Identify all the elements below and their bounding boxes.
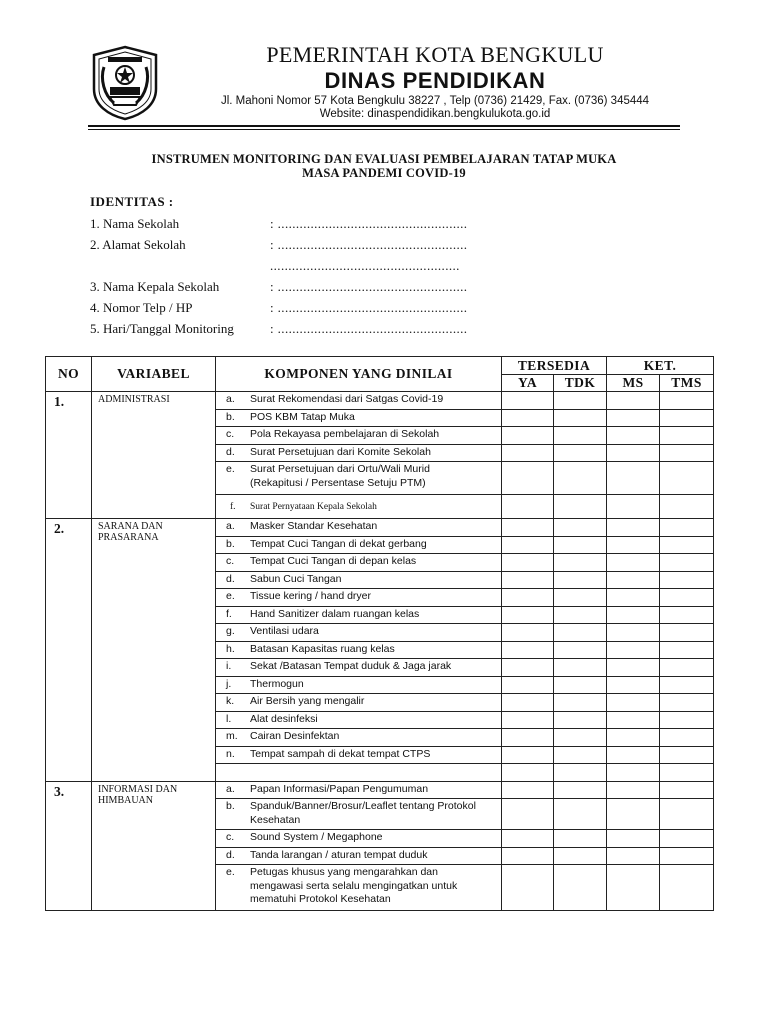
komponen-cell (216, 444, 502, 462)
check-cell-tms[interactable] (660, 781, 714, 799)
check-cell-tdk[interactable] (554, 606, 607, 624)
identity-field-label: 2. Alamat Sekolah (90, 237, 186, 252)
item-text: Air Bersih yang mengalir (250, 695, 365, 707)
check-cell-tdk[interactable] (554, 444, 607, 462)
identity-field-label: 1. Nama Sekolah (90, 216, 180, 231)
check-cell-tdk[interactable] (554, 830, 607, 848)
item-letter: a. (226, 520, 235, 532)
check-cell-tms[interactable] (660, 409, 714, 427)
item-letter: c. (226, 831, 235, 843)
identity-field-blank[interactable]: : .................................................... (270, 237, 468, 252)
header-tms: TMS (660, 375, 714, 392)
check-cell-tms[interactable] (660, 519, 714, 537)
item-text: Tanda larangan / aturan tempat duduk (250, 848, 428, 861)
item-text: Sabun Cuci Tangan (250, 572, 342, 585)
check-cell-tms[interactable] (660, 865, 714, 911)
check-cell-ms[interactable] (607, 799, 660, 830)
check-cell-ms[interactable] (607, 694, 660, 712)
komponen-cell (216, 781, 502, 799)
check-cell-tms[interactable] (660, 830, 714, 848)
identity-field-blank[interactable]: .................................................... (270, 258, 460, 273)
check-cell-tdk[interactable] (554, 659, 607, 677)
header-ms: MS (607, 375, 660, 392)
identitas-heading: IDENTITAS : (90, 194, 174, 209)
check-cell-ms[interactable] (607, 659, 660, 677)
komponen-cell (216, 746, 502, 764)
item-text: Surat Rekomendasi dari Satgas Covid-19 (250, 393, 444, 405)
agency-website: Website: dinaspendidikan.bengkulukota.go.id (319, 108, 551, 120)
table-body (46, 392, 714, 911)
item-letter: b. (226, 537, 235, 550)
check-cell-tdk[interactable] (554, 746, 607, 764)
check-cell-ms[interactable] (607, 764, 660, 782)
check-cell-tdk[interactable] (554, 519, 607, 537)
item-letter: f. (230, 502, 236, 512)
header-ket: KET. (607, 357, 714, 375)
check-cell-tdk[interactable] (554, 641, 607, 659)
row-number: 3. (46, 781, 92, 911)
komponen-cell (216, 624, 502, 642)
item-letter: b. (226, 800, 235, 812)
item-text: Tissue kering / hand dryer (250, 590, 372, 602)
item-letter: e. (226, 866, 235, 878)
check-cell-tdk[interactable] (554, 462, 607, 495)
check-cell-tdk[interactable] (554, 847, 607, 865)
item-letter: k. (226, 695, 235, 707)
item-letter: e. (226, 463, 235, 475)
komponen-cell (216, 409, 502, 427)
item-letter: h. (226, 642, 235, 655)
item-letter: a. (226, 782, 235, 795)
check-cell-ya[interactable] (502, 606, 554, 624)
check-cell-tms[interactable] (660, 444, 714, 462)
komponen-cell (216, 462, 502, 495)
check-cell-tms[interactable] (660, 624, 714, 642)
check-cell-ms[interactable] (607, 409, 660, 427)
check-cell-tms[interactable] (660, 536, 714, 554)
check-cell-ya[interactable] (502, 554, 554, 572)
check-cell-ms[interactable] (607, 711, 660, 729)
item-letter: c. (226, 428, 235, 440)
check-cell-ya[interactable] (502, 711, 554, 729)
check-cell-ya[interactable] (502, 427, 554, 445)
check-cell-ya[interactable] (502, 495, 554, 519)
item-text: Spanduk/Banner/Brosur/Leaflet tentang Protokol Kesehatan (250, 800, 476, 826)
header-komponen: KOMPONEN YANG DINILAI (216, 357, 502, 392)
check-cell-ms[interactable] (607, 589, 660, 607)
check-cell-ya[interactable] (502, 729, 554, 747)
check-cell-ya[interactable] (502, 746, 554, 764)
identity-field-blank[interactable]: : .................................................... (270, 321, 468, 336)
check-cell-tms[interactable] (660, 495, 714, 519)
agency-name: DINAS PENDIDIKAN (324, 68, 546, 93)
check-cell-ms[interactable] (607, 571, 660, 589)
check-cell-tdk[interactable] (554, 694, 607, 712)
check-cell-tdk[interactable] (554, 554, 607, 572)
check-cell-tdk[interactable] (554, 781, 607, 799)
table-row (46, 781, 714, 799)
komponen-cell (216, 694, 502, 712)
komponen-cell (216, 589, 502, 607)
check-cell-tms[interactable] (660, 711, 714, 729)
check-cell-tms[interactable] (660, 427, 714, 445)
agency-address: Jl. Mahoni Nomor 57 Kota Bengkulu 38227 , Telp (0736) 21429, Fax. (0736) 345444 (220, 95, 650, 107)
identity-field-blank[interactable]: : .................................................... (270, 216, 468, 231)
check-cell-tdk[interactable] (554, 799, 607, 830)
check-cell-tms[interactable] (660, 847, 714, 865)
check-cell-ms[interactable] (607, 392, 660, 410)
identity-field-label: 4. Nomor Telp / HP (90, 300, 193, 315)
check-cell-tdk[interactable] (554, 624, 607, 642)
item-text: Thermogun (250, 677, 304, 690)
check-cell-ms[interactable] (607, 746, 660, 764)
item-text: Surat Persetujuan dari Komite Sekolah (250, 445, 431, 458)
check-cell-tdk[interactable] (554, 589, 607, 607)
check-cell-ya[interactable] (502, 624, 554, 642)
check-cell-ms[interactable] (607, 427, 660, 445)
check-cell-tdk[interactable] (554, 865, 607, 911)
item-text: Sound System / Megaphone (250, 831, 383, 843)
check-cell-ms[interactable] (607, 606, 660, 624)
check-cell-ya[interactable] (502, 781, 554, 799)
check-cell-tdk[interactable] (554, 392, 607, 410)
header-no: NO (46, 357, 92, 392)
check-cell-tms[interactable] (660, 694, 714, 712)
check-cell-tms[interactable] (660, 606, 714, 624)
header-divider (88, 125, 680, 127)
check-cell-ya[interactable] (502, 659, 554, 677)
check-cell-tdk[interactable] (554, 729, 607, 747)
item-letter: d. (226, 572, 235, 585)
check-cell-tdk[interactable] (554, 409, 607, 427)
komponen-cell (216, 536, 502, 554)
row-number: 2. (46, 519, 92, 782)
check-cell-ms[interactable] (607, 830, 660, 848)
row-number: 1. (46, 392, 92, 519)
check-cell-tdk[interactable] (554, 676, 607, 694)
item-letter: m. (226, 730, 238, 742)
check-cell-ya[interactable] (502, 589, 554, 607)
item-letter: i. (226, 660, 232, 672)
identity-field-blank[interactable]: : .................................................... (270, 300, 468, 315)
check-cell-tms[interactable] (660, 589, 714, 607)
check-cell-tms[interactable] (660, 554, 714, 572)
item-letter: d. (226, 445, 235, 458)
komponen-cell (216, 519, 502, 537)
government-name: PEMERINTAH KOTA BENGKULU (266, 42, 604, 67)
identity-field-label: 5. Hari/Tanggal Monitoring (90, 321, 234, 336)
check-cell-ya[interactable] (502, 409, 554, 427)
item-text: Pola Rekayasa pembelajaran di Sekolah (250, 428, 440, 440)
table-row (46, 519, 714, 537)
check-cell-ms[interactable] (607, 624, 660, 642)
komponen-cell (216, 495, 502, 519)
check-cell-ms[interactable] (607, 495, 660, 519)
check-cell-ya[interactable] (502, 444, 554, 462)
check-cell-ya[interactable] (502, 462, 554, 495)
check-cell-ya[interactable] (502, 519, 554, 537)
monitoring-table (45, 356, 714, 911)
komponen-cell (216, 659, 502, 677)
check-cell-tdk[interactable] (554, 571, 607, 589)
komponen-cell (216, 865, 502, 911)
item-text: Cairan Desinfektan (250, 730, 340, 742)
item-letter: n. (226, 747, 235, 760)
item-letter: d. (226, 848, 235, 861)
item-letter: j. (226, 677, 232, 690)
check-cell-tms[interactable] (660, 746, 714, 764)
city-emblem-icon (90, 45, 160, 121)
item-letter: c. (226, 555, 235, 567)
check-cell-tms[interactable] (660, 676, 714, 694)
item-text: Tempat Cuci Tangan di dekat gerbang (250, 537, 427, 550)
check-cell-ms[interactable] (607, 865, 660, 911)
check-cell-ya[interactable] (502, 830, 554, 848)
check-cell-ms[interactable] (607, 554, 660, 572)
identity-field-blank[interactable]: : .................................................... (270, 279, 468, 294)
check-cell-ya[interactable] (502, 641, 554, 659)
check-cell-tms[interactable] (660, 641, 714, 659)
item-text: Batasan Kapasitas ruang kelas (250, 642, 395, 655)
check-cell-tdk[interactable] (554, 427, 607, 445)
item-text: Alat desinfeksi (250, 712, 318, 725)
check-cell-tms[interactable] (660, 729, 714, 747)
check-cell-tdk[interactable] (554, 764, 607, 782)
komponen-cell (216, 606, 502, 624)
check-cell-tms[interactable] (660, 764, 714, 782)
identity-field-label: 3. Nama Kepala Sekolah (90, 279, 220, 294)
komponen-cell (216, 711, 502, 729)
check-cell-ms[interactable] (607, 536, 660, 554)
item-letter: l. (226, 712, 232, 725)
komponen-cell (216, 641, 502, 659)
variabel-cell: INFORMASI DAN HIMBAUAN (92, 781, 216, 911)
item-text: POS KBM Tatap Muka (250, 410, 355, 423)
check-cell-ms[interactable] (607, 781, 660, 799)
check-cell-tdk[interactable] (554, 495, 607, 519)
check-cell-tms[interactable] (660, 659, 714, 677)
header-variabel: VARIABEL (92, 357, 216, 392)
komponen-cell (216, 571, 502, 589)
item-letter: f. (226, 607, 232, 620)
check-cell-ms[interactable] (607, 676, 660, 694)
variabel-cell: ADMINISTRASI (92, 392, 216, 519)
komponen-cell (216, 847, 502, 865)
header-tersedia: TERSEDIA (502, 357, 607, 375)
document-title: INSTRUMEN MONITORING DAN EVALUASI PEMBELAJARAN TATAP MUKA (151, 152, 617, 166)
variabel-cell: SARANA DAN PRASARANA (92, 519, 216, 782)
check-cell-ms[interactable] (607, 641, 660, 659)
check-cell-tms[interactable] (660, 571, 714, 589)
komponen-cell (216, 676, 502, 694)
check-cell-ya[interactable] (502, 536, 554, 554)
komponen-cell (216, 830, 502, 848)
check-cell-ya[interactable] (502, 694, 554, 712)
check-cell-ms[interactable] (607, 444, 660, 462)
komponen-cell (216, 764, 502, 782)
check-cell-ya[interactable] (502, 799, 554, 830)
item-text: Ventilasi udara (250, 625, 319, 637)
komponen-cell (216, 554, 502, 572)
check-cell-ya[interactable] (502, 571, 554, 589)
item-text: Sekat /Batasan Tempat duduk & Jaga jarak (250, 660, 452, 672)
item-text: Tempat Cuci Tangan di depan kelas (250, 555, 417, 567)
item-text: Surat Persetujuan dari Ortu/Wali Murid (Rekapitusi / Persentase Setuju PTM) (250, 463, 430, 489)
item-text: Papan Informasi/Papan Pengumuman (250, 782, 429, 795)
item-text: Surat Pernyataan Kepala Sekolah (250, 502, 377, 512)
check-cell-tms[interactable] (660, 462, 714, 495)
check-cell-ya[interactable] (502, 847, 554, 865)
item-text: Tempat sampah di dekat tempat CTPS (250, 747, 431, 760)
document-subtitle: MASA PANDEMI COVID-19 (302, 166, 466, 180)
check-cell-tms[interactable] (660, 799, 714, 830)
item-text: Petugas khusus yang mengarahkan dan mengawasi serta selalu mengingatkan untuk mematuhi Protokol Kesehatan (250, 866, 458, 905)
check-cell-ya[interactable] (502, 865, 554, 911)
header-tdk: TDK (554, 375, 607, 392)
check-cell-ya[interactable] (502, 676, 554, 694)
item-letter: e. (226, 590, 235, 602)
check-cell-tdk[interactable] (554, 536, 607, 554)
header-divider-thin (88, 129, 680, 130)
check-cell-ms[interactable] (607, 729, 660, 747)
komponen-cell (216, 799, 502, 830)
item-letter: a. (226, 393, 235, 405)
item-letter: g. (226, 625, 235, 637)
item-letter: b. (226, 410, 235, 423)
check-cell-ms[interactable] (607, 519, 660, 537)
check-cell-ms[interactable] (607, 462, 660, 495)
header-ya: YA (502, 375, 554, 392)
komponen-cell (216, 392, 502, 410)
komponen-cell (216, 427, 502, 445)
check-cell-ya[interactable] (502, 392, 554, 410)
komponen-cell (216, 729, 502, 747)
item-text: Hand Sanitizer dalam ruangan kelas (250, 607, 420, 620)
check-cell-ya[interactable] (502, 764, 554, 782)
check-cell-ms[interactable] (607, 847, 660, 865)
check-cell-tdk[interactable] (554, 711, 607, 729)
table-row (46, 392, 714, 410)
item-text: Masker Standar Kesehatan (250, 520, 378, 532)
check-cell-tms[interactable] (660, 392, 714, 410)
